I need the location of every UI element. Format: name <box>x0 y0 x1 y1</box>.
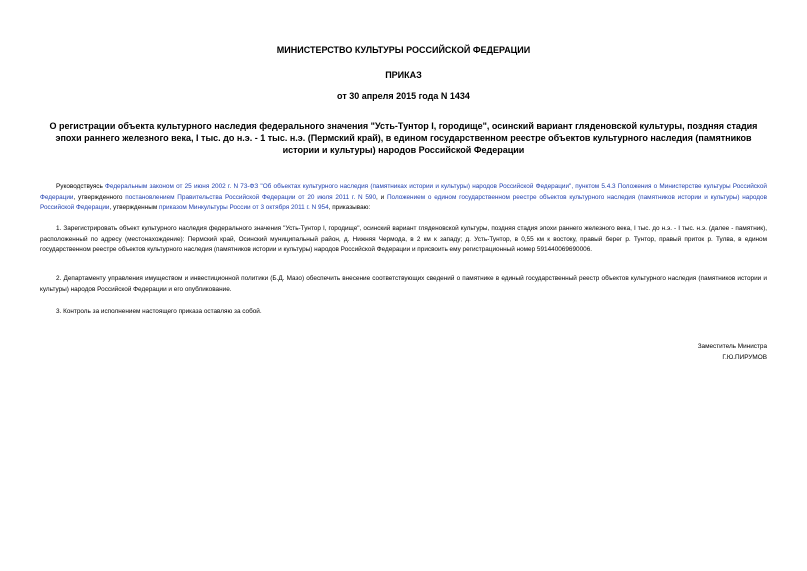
doc-type-heading: ПРИКАЗ <box>385 70 422 80</box>
intro-text-1: Руководствуясь <box>56 183 106 190</box>
intro-text-2: , утвержденного <box>73 193 126 201</box>
intro-text-4: , утвержденным <box>109 204 159 211</box>
date-number-heading: от 30 апреля 2015 года N 1434 <box>337 91 470 101</box>
item-2-paragraph: 2. Департаменту управления имуществом и инвестиционной политики (Б.Д. Мазо) обеспечить внесение соответствующих сведений о памятнике в единый государственный реестр объектов культурного наследия (памятников истории и культуры) народов Российской Федерации и его опубликование. <box>40 275 767 293</box>
federal-law-link[interactable]: Федеральным законом от 25 июня 2002 г. N 73-ФЗ "Об объектах культурного наследия (памятниках истории и культуры) народов Российской Федерации", пунктом 5.4.3 Положения о Министерстве культуры Российской Федерации <box>40 183 767 201</box>
document-title: О регистрации объекта культурного наследия федерального значения "Усть-Тунтор I, городище", осинский вариант гляденовской культуры, поздняя стадия эпохи раннего железного века, I тыс. до н.э. - 1 тыс. н.э. (Пермский край), в едином государственном реестре объектов культурного наследия (памятников истории и культуры) народов Российской Федерации <box>49 121 758 155</box>
item-1-paragraph: 1. Зарегистрировать объект культурного наследия федерального значения "Усть-Тунтор I, городище", осинский вариант гляденовской культуры, поздняя стадия эпохи раннего железного века, I тыс. до н.э. - I тыс. н.э. (далее - памятник), расположенный по адресу (местонахождение): Пермский край, Осинский муниципальный район, д. Нижняя Чермода, в 2 км к западу; д. Усть-Тунтор, в 0,55 км к востоку, правый берег р. Тунтор, правый приток р. Тулва, в едином государственном реестре объектов культурного наследия (памятников истории и культуры) народов Российской Федерации и присвоить ему регистрационный номер 591440069690006. <box>40 225 767 253</box>
ministry-order-link[interactable]: приказом Минкультуры России от 3 октября 2011 г. N 954 <box>158 204 329 211</box>
signature-name: Г.Ю.ПИРУМОВ <box>722 354 767 361</box>
ministry-heading: МИНИСТЕРСТВО КУЛЬТУРЫ РОССИЙСКОЙ ФЕДЕРАЦИИ <box>276 45 531 55</box>
government-decree-link[interactable]: постановлением Правительства Российской Федерации от 20 июля 2011 г. N 590 <box>125 193 377 201</box>
intro-paragraph <box>40 182 767 214</box>
signature-position: Заместитель Министра <box>697 343 767 350</box>
intro-text-3: , и <box>376 193 387 201</box>
intro-text-5: , приказываю: <box>328 204 371 211</box>
registry-regulation-link[interactable]: Положением о едином государственном реестре объектов культурного наследия (памятников истории и культуры) народов Российской Федерации <box>40 193 767 211</box>
item-3-paragraph: 3. Контроль за исполнением настоящего приказа оставляю за собой. <box>56 308 262 315</box>
